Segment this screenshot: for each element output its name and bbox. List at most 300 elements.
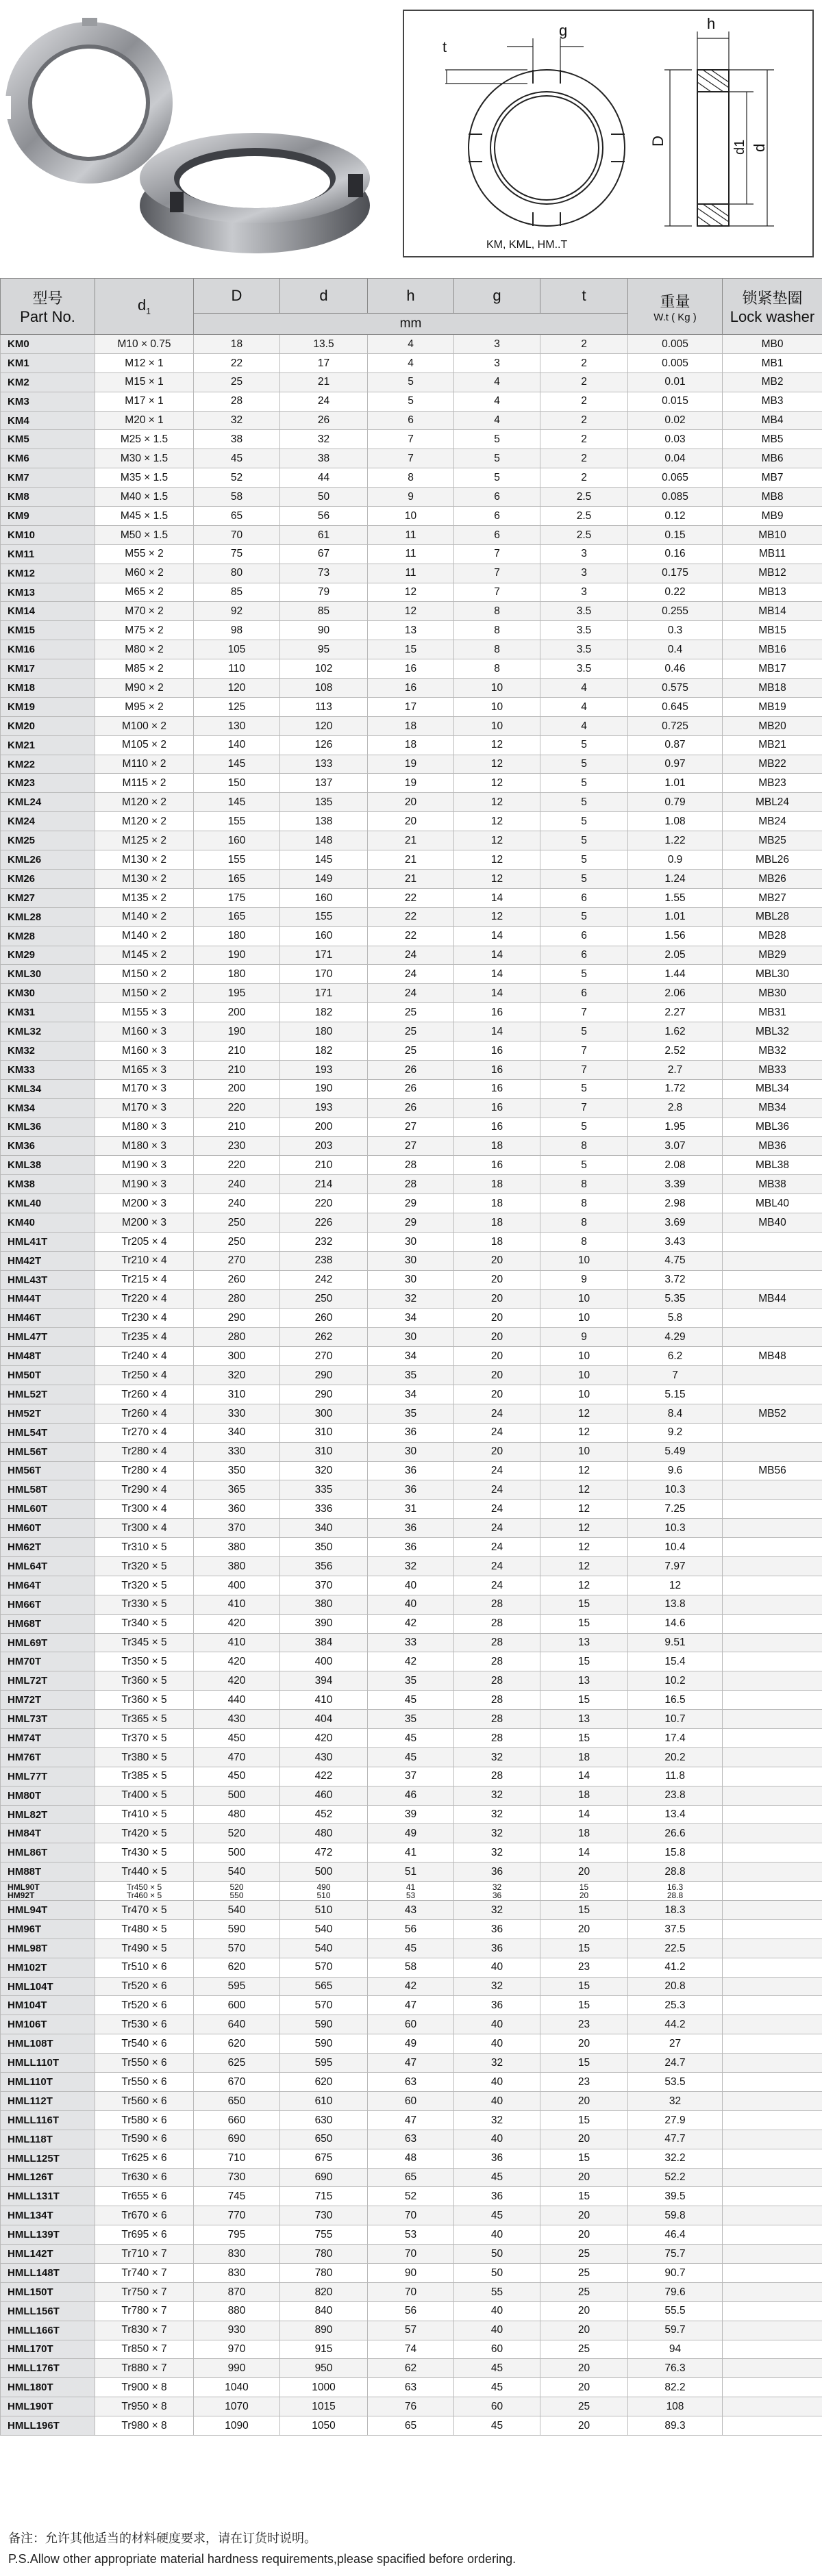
cell-t: 3: [540, 564, 628, 583]
cell-g: 12: [454, 869, 540, 888]
cell-d: 13.5: [280, 335, 368, 354]
cell-d: 590: [280, 2015, 368, 2034]
cell-d1: Tr360 × 5: [95, 1691, 194, 1710]
header-h: h: [368, 279, 454, 314]
cell-weight: 24.7: [628, 2054, 723, 2073]
cell-h: 42: [368, 1614, 454, 1633]
cell-d1: Tr220 × 4: [95, 1289, 194, 1309]
cell-part-no: HM80T: [1, 1786, 95, 1805]
cell-part-no: HML90T HM92T: [1, 1882, 95, 1901]
cell-D: 145: [194, 755, 280, 774]
cell-h: 7: [368, 430, 454, 449]
cell-g: 12: [454, 812, 540, 831]
cell-g: 4: [454, 372, 540, 392]
cell-weight: 9.6: [628, 1461, 723, 1480]
cell-t: 5: [540, 1117, 628, 1137]
cell-part-no: KM25: [1, 831, 95, 850]
cell-t: 20: [540, 2225, 628, 2245]
cell-part-no: HM96T: [1, 1919, 95, 1939]
cell-h: 19: [368, 755, 454, 774]
cell-t: 3.5: [540, 659, 628, 679]
cell-part-no: HM76T: [1, 1747, 95, 1767]
cell-lock-washer: [723, 1824, 822, 1843]
cell-h: 13: [368, 621, 454, 640]
table-row: [1, 1557, 822, 1576]
cell-h: 16: [368, 679, 454, 698]
cell-weight: 3.07: [628, 1137, 723, 1156]
cell-h: 18: [368, 716, 454, 735]
cell-lock-washer: MB27: [723, 888, 822, 907]
cell-weight: 7.25: [628, 1500, 723, 1519]
table-row: [1, 1461, 822, 1480]
cell-weight: 13.8: [628, 1595, 723, 1614]
cell-h: 31: [368, 1500, 454, 1519]
cell-d1: M190 × 3: [95, 1175, 194, 1194]
cell-part-no: KML36: [1, 1117, 95, 1137]
cell-t: 3: [540, 544, 628, 564]
cell-weight: 1.62: [628, 1022, 723, 1041]
cell-t: 4: [540, 679, 628, 698]
cell-h: 57: [368, 2321, 454, 2340]
cell-t: 2.5: [540, 488, 628, 507]
cell-D: 450: [194, 1729, 280, 1748]
cell-d: 232: [280, 1232, 368, 1251]
cell-t: 10: [540, 1347, 628, 1366]
cell-d: 238: [280, 1251, 368, 1270]
cell-d1: M20 × 1: [95, 411, 194, 430]
table-row: [1, 1576, 822, 1595]
cell-g: 32: [454, 2110, 540, 2130]
cell-part-no: HM66T: [1, 1595, 95, 1614]
table-row: [1, 1958, 822, 1977]
cell-d1: Tr320 × 5: [95, 1576, 194, 1595]
cell-h: 48: [368, 2149, 454, 2168]
cell-d: 17: [280, 353, 368, 372]
cell-g: 7: [454, 583, 540, 602]
cell-d: 915: [280, 2340, 368, 2359]
cell-d: 90: [280, 621, 368, 640]
cell-d1: M180 × 3: [95, 1137, 194, 1156]
cell-lock-washer: MB3: [723, 392, 822, 411]
cell-D: 420: [194, 1671, 280, 1691]
cell-D: 600: [194, 1996, 280, 2015]
table-row: [1, 1710, 822, 1729]
cell-weight: 4.75: [628, 1251, 723, 1270]
cell-g: 24: [454, 1480, 540, 1500]
cell-h: 36: [368, 1423, 454, 1442]
cell-t: 20: [540, 2416, 628, 2436]
cell-part-no: HM60T: [1, 1519, 95, 1538]
cell-d: 108: [280, 679, 368, 698]
cell-t: 5: [540, 793, 628, 812]
cell-h: 28: [368, 1156, 454, 1175]
cell-g: 7: [454, 544, 540, 564]
cell-h: 30: [368, 1328, 454, 1347]
cell-weight: 16.5: [628, 1691, 723, 1710]
cell-part-no: KM27: [1, 888, 95, 907]
cell-D: 120: [194, 679, 280, 698]
cell-g: 24: [454, 1500, 540, 1519]
cell-h: 29: [368, 1194, 454, 1213]
cell-weight: 0.04: [628, 449, 723, 468]
cell-g: 6: [454, 488, 540, 507]
cell-g: 32: [454, 2054, 540, 2073]
cell-h: 25: [368, 1022, 454, 1041]
cell-part-no: HMLL110T: [1, 2054, 95, 2073]
cell-d1: Tr410 × 5: [95, 1805, 194, 1824]
cell-weight: 12: [628, 1576, 723, 1595]
cell-t: 20: [540, 2378, 628, 2397]
cell-D: 220: [194, 1156, 280, 1175]
cell-part-no: HM42T: [1, 1251, 95, 1270]
cell-d1: Tr320 × 5: [95, 1557, 194, 1576]
cell-t: 2.5: [540, 507, 628, 526]
cell-t: 2: [540, 353, 628, 372]
table-row: [1, 2187, 822, 2206]
cell-d: 120: [280, 716, 368, 735]
table-row: [1, 2206, 822, 2225]
cell-g: 32 36: [454, 1882, 540, 1901]
cell-h: 18: [368, 735, 454, 755]
table-row: [1, 1977, 822, 1996]
cell-D: 220: [194, 1098, 280, 1117]
cell-g: 3: [454, 353, 540, 372]
cell-part-no: KM26: [1, 869, 95, 888]
table-row: [1, 1347, 822, 1366]
cell-D: 80: [194, 564, 280, 583]
cell-part-no: HM62T: [1, 1538, 95, 1557]
cell-d1: M130 × 2: [95, 869, 194, 888]
cell-h: 8: [368, 468, 454, 488]
cell-g: 40: [454, 2091, 540, 2110]
cell-D: 200: [194, 1003, 280, 1022]
cell-d1: Tr290 × 4: [95, 1480, 194, 1500]
cell-d: 95: [280, 640, 368, 659]
cell-t: 25: [540, 2263, 628, 2282]
cell-d1: Tr400 × 5: [95, 1786, 194, 1805]
cell-lock-washer: MBL24: [723, 793, 822, 812]
cell-h: 56: [368, 1919, 454, 1939]
cell-d: 690: [280, 2168, 368, 2187]
cell-d1: Tr950 × 8: [95, 2397, 194, 2416]
cell-lock-washer: [723, 2416, 822, 2436]
cell-d1: Tr280 × 4: [95, 1461, 194, 1480]
cell-h: 36: [368, 1519, 454, 1538]
cell-g: 60: [454, 2397, 540, 2416]
cell-weight: 1.44: [628, 965, 723, 984]
cell-h: 76: [368, 2397, 454, 2416]
table-row: [1, 1041, 822, 1060]
table-row: [1, 525, 822, 544]
cell-h: 21: [368, 869, 454, 888]
spec-table: [0, 278, 822, 2436]
table-row: [1, 774, 822, 793]
table-row: [1, 679, 822, 698]
cell-weight: 0.4: [628, 640, 723, 659]
cell-d: 203: [280, 1137, 368, 1156]
table-row: [1, 1117, 822, 1137]
header-weight: [628, 279, 723, 335]
cell-t: 10: [540, 1366, 628, 1385]
cell-part-no: KM12: [1, 564, 95, 583]
cell-weight: 0.46: [628, 659, 723, 679]
cell-weight: 41.2: [628, 1958, 723, 1977]
cell-weight: 23.8: [628, 1786, 723, 1805]
cell-g: 36: [454, 1996, 540, 2015]
cell-d: 193: [280, 1098, 368, 1117]
cell-d: 145: [280, 850, 368, 870]
cell-part-no: HML86T: [1, 1843, 95, 1862]
cell-weight: 22.5: [628, 1939, 723, 1958]
cell-d: 422: [280, 1767, 368, 1786]
cell-g: 36: [454, 1862, 540, 1882]
cell-part-no: KML34: [1, 1079, 95, 1098]
cell-t: 5: [540, 965, 628, 984]
cell-g: 20: [454, 1309, 540, 1328]
cell-lock-washer: [723, 1805, 822, 1824]
cell-d: 24: [280, 392, 368, 411]
label-d: d: [751, 143, 768, 152]
cell-D: 520: [194, 1824, 280, 1843]
cell-d1: Tr980 × 8: [95, 2416, 194, 2436]
table-row: [1, 392, 822, 411]
cell-g: 32: [454, 1824, 540, 1843]
table-row: [1, 1595, 822, 1614]
cell-D: 165: [194, 907, 280, 926]
cell-h: 47: [368, 2110, 454, 2130]
table-row: [1, 2378, 822, 2397]
cell-h: 49: [368, 1824, 454, 1843]
table-row: [1, 716, 822, 735]
cell-part-no: KM10: [1, 525, 95, 544]
cell-d1: Tr300 × 4: [95, 1500, 194, 1519]
cell-part-no: HM64T: [1, 1576, 95, 1595]
header-part-cn: 型号: [32, 290, 63, 307]
cell-d1: Tr385 × 5: [95, 1767, 194, 1786]
cell-h: 35: [368, 1710, 454, 1729]
cell-g: 20: [454, 1328, 540, 1347]
cell-d1: Tr345 × 5: [95, 1633, 194, 1652]
cell-h: 49: [368, 2034, 454, 2054]
table-row: [1, 1385, 822, 1404]
cell-h: 10: [368, 507, 454, 526]
cell-weight: 16.3 28.8: [628, 1882, 723, 1901]
cell-d: 565: [280, 1977, 368, 1996]
cell-d1: M150 × 2: [95, 965, 194, 984]
cell-d: 394: [280, 1671, 368, 1691]
cell-D: 650: [194, 2091, 280, 2110]
cell-d1: Tr270 × 4: [95, 1423, 194, 1442]
cell-h: 27: [368, 1117, 454, 1137]
cell-part-no: HML190T: [1, 2397, 95, 2416]
cell-lock-washer: MB17: [723, 659, 822, 679]
footer-note-cn: 备注：允许其他适当的材料硬度要求，请在订货时说明。: [8, 2531, 316, 2545]
cell-part-no: HML118T: [1, 2130, 95, 2149]
cell-d: 220: [280, 1194, 368, 1213]
cell-part-no: HML54T: [1, 1423, 95, 1442]
cell-d: 171: [280, 984, 368, 1003]
cell-lock-washer: [723, 1767, 822, 1786]
cell-lock-washer: MBL36: [723, 1117, 822, 1137]
cell-lock-washer: MB6: [723, 449, 822, 468]
cell-d1: M115 × 2: [95, 774, 194, 793]
cell-D: 180: [194, 926, 280, 946]
cell-d: 214: [280, 1175, 368, 1194]
cell-d1: Tr510 × 6: [95, 1958, 194, 1977]
cell-lock-washer: MB22: [723, 755, 822, 774]
cell-d1: Tr250 × 4: [95, 1366, 194, 1385]
cell-d: 102: [280, 659, 368, 679]
cell-part-no: KM36: [1, 1137, 95, 1156]
table-row: [1, 1309, 822, 1328]
cell-lock-washer: MB24: [723, 812, 822, 831]
cell-g: 28: [454, 1710, 540, 1729]
table-row: [1, 1919, 822, 1939]
cell-weight: 0.3: [628, 621, 723, 640]
cell-g: 28: [454, 1671, 540, 1691]
cell-d1: M105 × 2: [95, 735, 194, 755]
cell-t: 18: [540, 1786, 628, 1805]
cell-lock-washer: [723, 2110, 822, 2130]
cell-lock-washer: MB52: [723, 1404, 822, 1423]
cell-h: 22: [368, 907, 454, 926]
cell-D: 300: [194, 1347, 280, 1366]
cell-t: 20: [540, 2206, 628, 2225]
table-row: [1, 1747, 822, 1767]
cell-lock-washer: [723, 1996, 822, 2015]
cell-d1: M150 × 2: [95, 984, 194, 1003]
cell-d1: Tr205 × 4: [95, 1232, 194, 1251]
cell-D: 990: [194, 2359, 280, 2378]
cell-D: 130: [194, 716, 280, 735]
cell-D: 75: [194, 544, 280, 564]
cell-D: 500: [194, 1843, 280, 1862]
cell-lock-washer: MB26: [723, 869, 822, 888]
cell-weight: 2.52: [628, 1041, 723, 1060]
cell-g: 4: [454, 411, 540, 430]
table-row: [1, 755, 822, 774]
cell-weight: 3.72: [628, 1270, 723, 1289]
cell-h: 45: [368, 1691, 454, 1710]
cell-g: 16: [454, 1098, 540, 1117]
table-row: [1, 1843, 822, 1862]
cell-d1: M120 × 2: [95, 812, 194, 831]
cell-t: 6: [540, 946, 628, 965]
table-row: [1, 1519, 822, 1538]
cell-lock-washer: [723, 2378, 822, 2397]
table-row: [1, 1901, 822, 1920]
cell-d: 570: [280, 1996, 368, 2015]
cell-lock-washer: [723, 1423, 822, 1442]
cell-t: 12: [540, 1423, 628, 1442]
cell-t: 20: [540, 2321, 628, 2340]
cell-g: 24: [454, 1423, 540, 1442]
cell-lock-washer: MB11: [723, 544, 822, 564]
cell-h: 20: [368, 793, 454, 812]
cell-D: 450: [194, 1767, 280, 1786]
cell-g: 14: [454, 888, 540, 907]
cell-h: 29: [368, 1213, 454, 1232]
cell-t: 3.5: [540, 621, 628, 640]
cell-t: 15: [540, 1614, 628, 1633]
cell-d1: M35 × 1.5: [95, 468, 194, 488]
cell-D: 240: [194, 1175, 280, 1194]
cell-d: 250: [280, 1289, 368, 1309]
cell-h: 11: [368, 544, 454, 564]
cell-weight: 0.005: [628, 353, 723, 372]
cell-g: 14: [454, 946, 540, 965]
cell-t: 15: [540, 2054, 628, 2073]
cell-D: 195: [194, 984, 280, 1003]
cell-t: 12: [540, 1461, 628, 1480]
cell-h: 35: [368, 1404, 454, 1423]
cell-h: 42: [368, 1977, 454, 1996]
cell-weight: 76.3: [628, 2359, 723, 2378]
cell-part-no: HM52T: [1, 1404, 95, 1423]
cell-d: 260: [280, 1309, 368, 1328]
cell-weight: 1.72: [628, 1079, 723, 1098]
cell-weight: 2.05: [628, 946, 723, 965]
cell-weight: 28.8: [628, 1862, 723, 1882]
cell-lock-washer: [723, 1901, 822, 1920]
cell-g: 20: [454, 1270, 540, 1289]
cell-d: 472: [280, 1843, 368, 1862]
cell-lock-washer: MB8: [723, 488, 822, 507]
nut-dimension-drawing: [404, 11, 812, 256]
cell-lock-washer: [723, 1442, 822, 1461]
cell-t: 20: [540, 2091, 628, 2110]
cell-t: 9: [540, 1328, 628, 1347]
cell-part-no: HMLL148T: [1, 2263, 95, 2282]
cell-t: 20: [540, 1919, 628, 1939]
cell-g: 24: [454, 1557, 540, 1576]
table-row: [1, 2091, 822, 2110]
cell-h: 22: [368, 888, 454, 907]
cell-t: 5: [540, 812, 628, 831]
cell-d1: M130 × 2: [95, 850, 194, 870]
cell-weight: 6.2: [628, 1347, 723, 1366]
cell-lock-washer: MBL26: [723, 850, 822, 870]
cell-D: 25: [194, 372, 280, 392]
cell-D: 190: [194, 1022, 280, 1041]
cell-part-no: HM48T: [1, 1347, 95, 1366]
cell-lock-washer: [723, 1882, 822, 1901]
cell-h: 60: [368, 2015, 454, 2034]
cell-part-no: HM84T: [1, 1824, 95, 1843]
cell-weight: 13.4: [628, 1805, 723, 1824]
footer-notes: [8, 2528, 516, 2569]
cell-t: 15: [540, 1691, 628, 1710]
cell-D: 155: [194, 812, 280, 831]
cell-lock-washer: [723, 2073, 822, 2092]
cell-part-no: HML47T: [1, 1328, 95, 1347]
cell-g: 7: [454, 564, 540, 583]
cell-lock-washer: MB18: [723, 679, 822, 698]
cell-part-no: KM30: [1, 984, 95, 1003]
cell-t: 20: [540, 2034, 628, 2054]
cell-h: 32: [368, 1557, 454, 1576]
cell-d1: Tr380 × 5: [95, 1747, 194, 1767]
cell-h: 25: [368, 1041, 454, 1060]
cell-D: 280: [194, 1289, 280, 1309]
cell-D: 380: [194, 1538, 280, 1557]
cell-h: 24: [368, 946, 454, 965]
cell-D: 970: [194, 2340, 280, 2359]
cell-part-no: HM106T: [1, 2015, 95, 2034]
cell-d1: Tr470 × 5: [95, 1901, 194, 1920]
cell-t: 2: [540, 335, 628, 354]
cell-d: 1015: [280, 2397, 368, 2416]
